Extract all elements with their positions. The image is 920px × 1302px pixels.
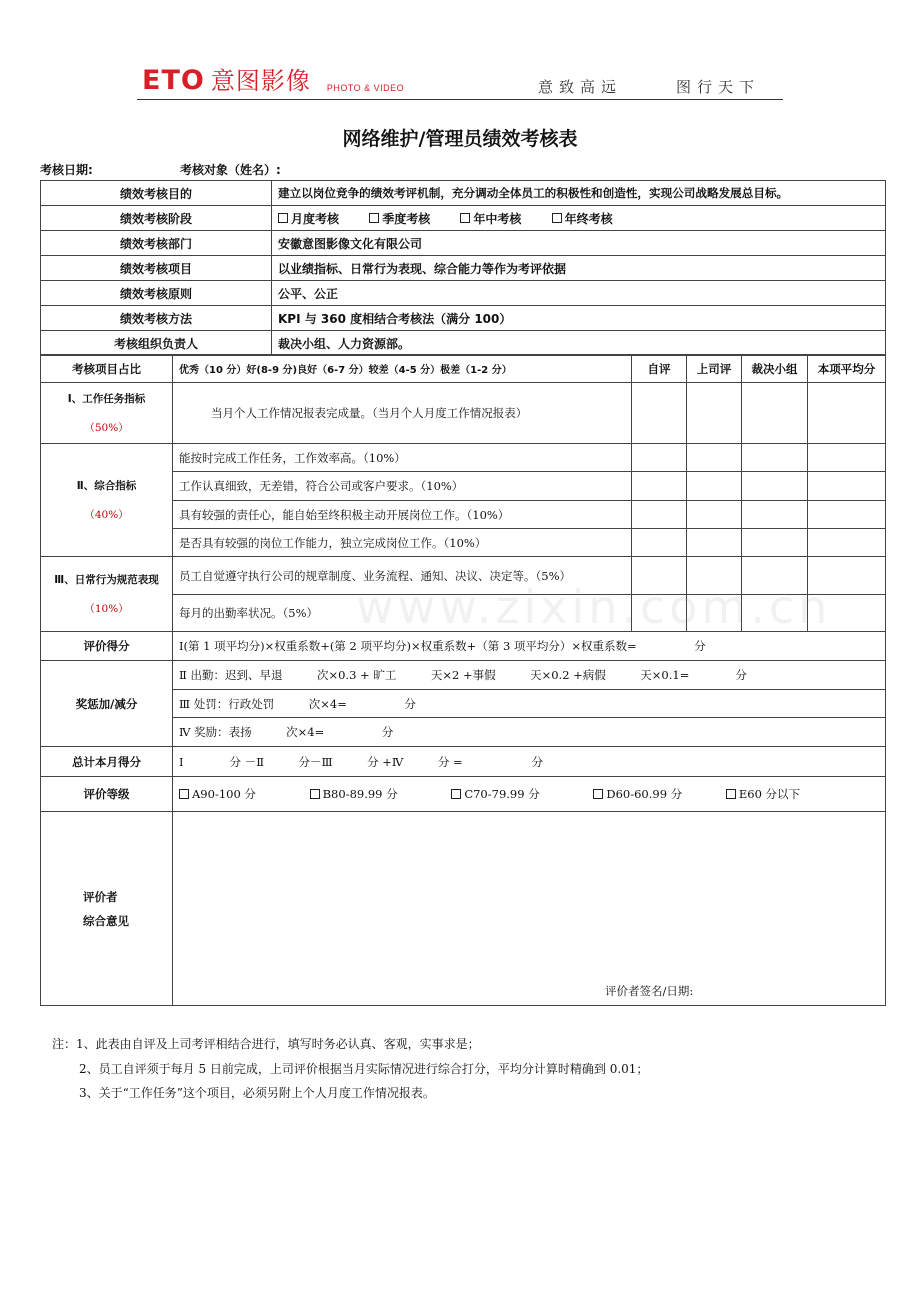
penalty-line[interactable]: Ⅲ 处罚：行政处罚 次×4= 分 xyxy=(173,690,886,718)
logo-photo-video-text: PHOTO & VIDEO xyxy=(326,83,405,93)
company-logo xyxy=(142,64,404,96)
score-self-cell[interactable] xyxy=(632,472,687,501)
section-name: Ⅱ、综合指标 xyxy=(76,480,137,492)
table-row xyxy=(41,444,886,472)
watermark-text: www.zixin.com.cn xyxy=(356,580,832,634)
criterion-text: 每月的出勤率状况。（5%） xyxy=(173,595,632,632)
score-average-cell[interactable] xyxy=(808,383,886,444)
info-value: 建立以岗位竞争的绩效考评机制，充分调动全体员工的积极性和创造性，实现公司战略发展总目标。 xyxy=(272,181,886,206)
criterion-text: 当月个人工作情况报表完成量。（当月个人月度工作情况报表） xyxy=(173,383,632,444)
header-committee: 裁决小组 xyxy=(742,355,808,383)
section-3-label xyxy=(41,557,173,632)
table-row xyxy=(41,661,886,690)
info-label: 绩效考核目的 xyxy=(41,181,272,206)
checkbox[interactable] xyxy=(593,789,603,799)
criterion-text: 具有较强的责任心，能自始至终积极主动开展岗位工作。（10%） xyxy=(173,501,632,529)
checkbox[interactable] xyxy=(726,789,736,799)
slogan-left: 意致高远 xyxy=(538,78,623,96)
table-row xyxy=(41,383,886,444)
table-row xyxy=(41,812,886,1006)
target-name-label: 考核对象（姓名）: xyxy=(180,163,281,177)
eval-score-formula[interactable]: Ⅰ(第 1 项平均分)×权重系数+(第 2 项平均分)×权重系数+（第 3 项平均分）×权重系数= 分 xyxy=(173,632,886,661)
score-supervisor-cell[interactable] xyxy=(687,383,742,444)
table-row xyxy=(41,747,886,777)
grade-option-c[interactable] xyxy=(451,786,539,802)
grade-option-label: D60-60.99 分 xyxy=(606,787,683,801)
header-supervisor: 上司评 xyxy=(687,355,742,383)
stage-options xyxy=(272,206,886,231)
opinion-label xyxy=(41,812,173,1006)
score-committee-cell[interactable] xyxy=(742,501,808,529)
score-committee-cell[interactable] xyxy=(742,383,808,444)
info-row xyxy=(41,206,886,231)
option-label: 年终考核 xyxy=(564,211,613,226)
info-value: 以业绩指标、日常行为表现、综合能力等作为考评依据 xyxy=(272,256,886,281)
info-row xyxy=(41,231,886,256)
score-supervisor-cell[interactable] xyxy=(687,444,742,472)
note-line-2: 2、员工自评须于每月 5 日前完成，上司评价根据当月实际情况进行综合打分，平均分计算时精确到 0.01； xyxy=(79,1062,649,1076)
option-yearend[interactable] xyxy=(552,210,613,227)
checkbox[interactable] xyxy=(460,213,470,223)
reward-line[interactable]: Ⅳ 奖励：表扬 次×4= 分 xyxy=(173,718,886,747)
section-2-label xyxy=(41,444,173,557)
section-name: Ⅰ、工作任务指标 xyxy=(67,393,146,405)
score-supervisor-cell[interactable] xyxy=(687,501,742,529)
info-label: 绩效考核项目 xyxy=(41,256,272,281)
info-label: 绩效考核阶段 xyxy=(41,206,272,231)
score-supervisor-cell[interactable] xyxy=(687,472,742,501)
checkbox[interactable] xyxy=(552,213,562,223)
grade-option-label: E60 分以下 xyxy=(738,787,801,801)
attendance-line[interactable]: Ⅱ 出勤：迟到、早退 次×0.3 + 旷工 天×2 +事假 天×0.2 +病假 天×0.1= 分 xyxy=(173,661,886,690)
checkbox[interactable] xyxy=(369,213,379,223)
score-average-cell[interactable] xyxy=(808,472,886,501)
option-quarterly[interactable] xyxy=(369,210,430,227)
score-supervisor-cell[interactable] xyxy=(687,529,742,557)
grade-option-b[interactable] xyxy=(310,786,398,802)
info-row xyxy=(41,331,886,356)
option-label: 季度考核 xyxy=(382,211,431,226)
score-self-cell[interactable] xyxy=(632,383,687,444)
score-committee-cell[interactable] xyxy=(742,529,808,557)
opinion-label-line1: 评价者 xyxy=(83,889,118,904)
score-self-cell[interactable] xyxy=(632,444,687,472)
criterion-text: 是否具有较强的岗位工作能力，独立完成岗位工作。（10%） xyxy=(173,529,632,557)
section-percent: （10%） xyxy=(84,603,129,615)
score-average-cell[interactable] xyxy=(808,444,886,472)
info-label: 考核组织负责人 xyxy=(41,331,272,356)
note-line-3: 3、关于“工作任务”这个项目，必须另附上个人月度工作情况报表。 xyxy=(79,1086,435,1100)
option-label: 月度考核 xyxy=(291,211,340,226)
info-row xyxy=(41,256,886,281)
opinion-input-area[interactable] xyxy=(173,812,886,1006)
header-scale: 优秀（10 分）好(8-9 分)良好（6-7 分）较差（4-5 分）极差（1-2 分） xyxy=(173,355,632,383)
signature-date-label: 评价者签名/日期: xyxy=(605,984,694,998)
option-midyear[interactable] xyxy=(460,210,521,227)
score-self-cell[interactable] xyxy=(632,529,687,557)
info-value: 裁决小组、人力资源部。 xyxy=(272,331,886,356)
info-label: 绩效考核部门 xyxy=(41,231,272,256)
table-row xyxy=(41,632,886,661)
score-committee-cell[interactable] xyxy=(742,444,808,472)
bonus-label: 奖惩加/减分 xyxy=(41,661,173,747)
grade-options xyxy=(173,777,886,812)
criterion-text: 能按时完成工作任务，工作效率高。（10%） xyxy=(173,444,632,472)
grade-option-label: A90-100 分 xyxy=(192,787,256,801)
date-label: 考核日期: xyxy=(40,163,93,177)
section-percent: （50%） xyxy=(84,422,129,434)
logo-chinese-text: 意图影像 xyxy=(210,67,311,95)
total-score-formula[interactable]: Ⅰ 分 －Ⅱ 分－Ⅲ 分 +Ⅳ 分 = 分 xyxy=(173,747,886,777)
info-value: KPI 与 360 度相结合考核法（满分 100） xyxy=(272,306,886,331)
score-average-cell[interactable] xyxy=(808,529,886,557)
opinion-label-line2: 综合意见 xyxy=(83,913,129,928)
info-row xyxy=(41,306,886,331)
checkbox[interactable] xyxy=(310,789,320,799)
criterion-text: 员工自觉遵守执行公司的规章制度、业务流程、通知、决议、决定等。（5%） xyxy=(173,557,632,595)
criterion-text: 工作认真细致，无差错，符合公司或客户要求。（10%） xyxy=(173,472,632,501)
slogan-right: 图行天下 xyxy=(676,78,761,96)
header-divider xyxy=(137,99,783,100)
info-value: 安徽意图影像文化有限公司 xyxy=(272,231,886,256)
checkbox[interactable] xyxy=(278,213,288,223)
grade-option-d[interactable] xyxy=(593,786,682,802)
header-self: 自评 xyxy=(632,355,687,383)
section-name: Ⅲ、日常行为规范表现 xyxy=(54,574,159,586)
checkbox[interactable] xyxy=(179,789,189,799)
section-1-label xyxy=(41,383,173,444)
grade-option-label: C70-79.99 分 xyxy=(464,787,540,801)
total-score-label: 总计本月得分 xyxy=(41,747,173,777)
option-monthly[interactable] xyxy=(278,210,339,227)
info-label: 绩效考核原则 xyxy=(41,281,272,306)
grade-label: 评价等级 xyxy=(41,777,173,812)
score-self-cell[interactable] xyxy=(632,501,687,529)
grade-option-e[interactable] xyxy=(726,787,800,801)
info-row xyxy=(41,181,886,206)
header-item-ratio: 考核项目占比 xyxy=(41,355,173,383)
header-average: 本项平均分 xyxy=(808,355,886,383)
table-row xyxy=(41,777,886,812)
option-label: 年中考核 xyxy=(473,211,522,226)
grade-option-label: B80-89.99 分 xyxy=(322,787,398,801)
score-average-cell[interactable] xyxy=(808,501,886,529)
grade-option-a[interactable] xyxy=(179,786,256,802)
score-committee-cell[interactable] xyxy=(742,472,808,501)
score-table xyxy=(40,354,886,1006)
section-percent: （40%） xyxy=(84,509,129,521)
score-header-row xyxy=(41,355,886,383)
info-value: 公平、公正 xyxy=(272,281,886,306)
note-line-1: 注：1、此表由自评及上司考评相结合进行，填写时务必认真、客观，实事求是； xyxy=(52,1037,480,1051)
info-label: 绩效考核方法 xyxy=(41,306,272,331)
info-table xyxy=(40,180,886,356)
eval-score-label: 评价得分 xyxy=(41,632,173,661)
info-row xyxy=(41,281,886,306)
checkbox[interactable] xyxy=(451,789,461,799)
page-title: 网络维护/管理员绩效考核表 xyxy=(342,128,578,150)
logo-eto-text: ETO xyxy=(142,65,205,96)
